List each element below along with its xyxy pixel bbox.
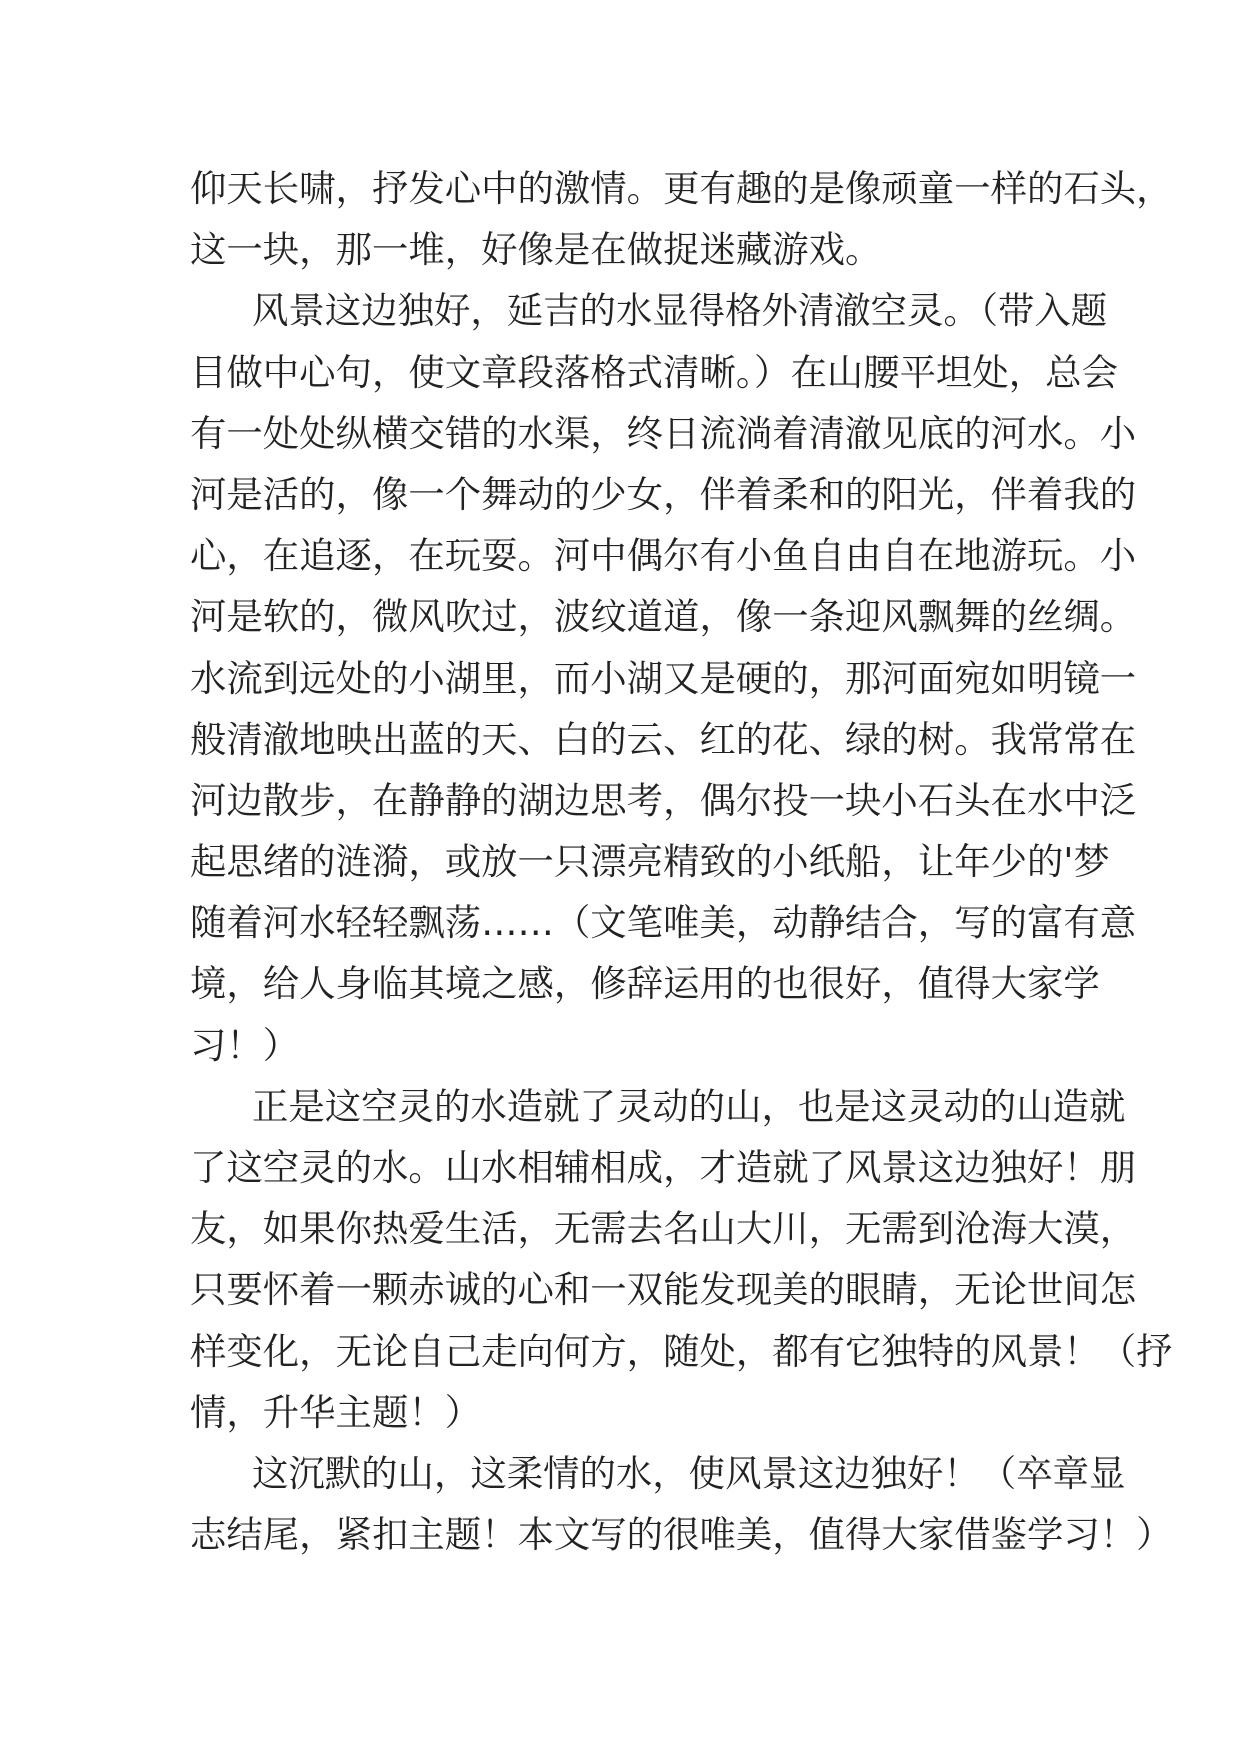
text-line: 目做中心句，使文章段落格式清晰。）在山腰平坦处，总会 [190,350,1118,394]
text-line: 起思绪的涟漪，或放一只漂亮精致的小纸船，让年少的'梦 [190,840,1110,884]
text-line: 样变化，无论自己走向何方，随处，都有它独特的风景！（抒 [190,1329,1173,1373]
text-line: 河是软的，微风吹过，波纹道道，像一条迎风飘舞的丝绸。 [190,595,1137,639]
document-page [190,158,1173,1565]
text-line: 这一块，那一堆，好像是在做捉迷藏游戏。 [190,228,882,272]
text-line: 河是活的，像一个舞动的少女，伴着柔和的阳光，伴着我的 [190,472,1137,516]
text-line: 有一处处纵横交错的水渠，终日流淌着清澈见底的河水。小 [190,411,1137,455]
text-line: 境，给人身临其境之感，修辞运用的也很好，值得大家学 [190,962,1100,1006]
text-line: 正是这空灵的水造就了灵动的山，也是这灵动的山造就 [252,1084,1126,1128]
text-line: 风景这边独好，延吉的水显得格外清澈空灵。（带入题 [252,289,1108,333]
text-line: 心，在追逐，在玩耍。河中偶尔有小鱼自由自在地游玩。小 [190,534,1137,578]
text-line: 志结尾，紧扣主题！本文写的很唯美，值得大家借鉴学习！） [190,1513,1173,1557]
paragraph-1 [190,158,1173,280]
text-line: 般清澈地映出蓝的天、白的云、红的花、绿的树。我常常在 [190,717,1137,761]
text-line: 河边散步，在静静的湖边思考，偶尔投一块小石头在水中泛 [190,778,1137,822]
text-line: 只要怀着一颗赤诚的心和一双能发现美的眼睛，无论世间怎 [190,1268,1137,1312]
text-line: 仰天长啸，抒发心中的激情。更有趣的是像顽童一样的石头， [190,167,1173,210]
text-line: 了这空灵的水。山水相辅相成，才造就了风景这边独好！朋 [190,1146,1137,1189]
paragraph-2 [190,280,1137,1075]
text-line: 水流到远处的小湖里，而小湖又是硬的，那河面宛如明镜一 [190,656,1137,700]
paragraph-3 [190,1076,1173,1443]
text-line: 友，如果你热爱生活，无需去名山大川，无需到沧海大漠， [190,1207,1137,1251]
text-line: 情，升华主题！） [190,1390,482,1434]
text-line: 这沉默的山，这柔情的水，使风景这边独好！（卒章显 [252,1451,1126,1495]
text-line: 随着河水轻轻飘荡……（文笔唯美，动静结合，写的富有意 [190,901,1137,945]
text-line: 习！） [190,1023,300,1067]
paragraph-4 [190,1443,1173,1565]
